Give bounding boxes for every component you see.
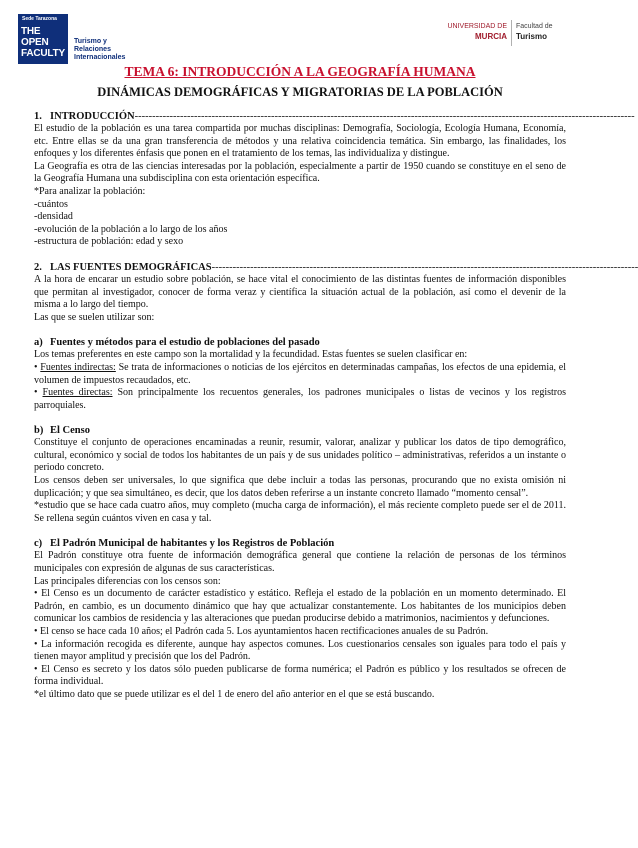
faculty-line1: Facultad de <box>516 23 553 30</box>
list-item: -cuántos <box>34 198 68 210</box>
bullet-text: Se trata de informaciones o noticias de los ejércitos en determinadas campañas, los efectos de una epidemia, el volumen de impuestos recaudados, etc. <box>34 361 567 386</box>
paragraph: *Para analizar la población: <box>34 185 146 197</box>
open-faculty-logo <box>18 14 68 64</box>
section-number: 1. <box>34 111 42 122</box>
subsection-letter: a) <box>34 337 43 349</box>
subsection-letter: c) <box>34 538 43 550</box>
list-item: -estructura de población: edad y sexo <box>34 236 184 248</box>
list-item: -evolución de la población a lo largo de los años <box>34 223 228 235</box>
paragraph: Los censos deben ser universales, lo que significa que debe incluir a todas las personas, procurando que no exista omisión ni duplicación; y que sea simultáneo, es decir, que los datos deben referirse a un instante concreto llamado “momento censal”. <box>34 475 566 499</box>
paragraph: *estudio que se hace cada cuatro años, muy completo (mucha carga de información), el más reciente completo puede ser el de 2011. Se rellena según cuántos viven en casa y tal. <box>34 500 566 524</box>
section-rule: ----------------------------------------------------------------------------------------------------------------------------------------------- <box>134 111 635 122</box>
paragraph: Las que se suelen utilizar son: <box>34 311 155 323</box>
paragraph: *el último dato que se puede utilizar es el del 1 de enero del año anterior en el que se está buscando. <box>34 688 435 700</box>
bullet-icon: • <box>34 361 38 373</box>
bullet-text: El Censo es un documento de carácter estadístico y estático. Refleja el estado de la población en un momento determinado. El Padrón, en cambio, es un documento dinámico que hay que actualizar constantemente. Los habitantes de los municipios deben comunicar los cambios de residencia y las alteraciones que puedan producirse debido a matrimonios, nacimientos y defunciones. <box>34 588 567 625</box>
section-number: 2. <box>34 261 42 273</box>
paragraph: Las principales diferencias con los censos son: <box>34 575 221 587</box>
bullet-item <box>34 387 566 412</box>
university-logo <box>440 22 507 42</box>
faculty-line2: Turismo <box>516 32 547 41</box>
section-title: INTRODUCCIÓN <box>50 111 135 122</box>
bullet-text: Son principalmente los recuentos generales, los padrones municipales o listas de vecinos y los registros parroquiales. <box>34 387 567 411</box>
university-line1: UNIVERSIDAD DE <box>447 23 507 30</box>
bullet-icon: • <box>34 663 38 675</box>
logo-subtitle: Turismo y Relaciones Internacionales <box>74 38 126 61</box>
subsection-title: Fuentes y métodos para el estudio de poblaciones del pasado <box>50 337 320 349</box>
paragraph: A la hora de encarar un estudio sobre población, se hace vital el conocimiento de las distintas fuentes de información disponibles que permitan al investigador, conocer de forma veraz y científica la situación actual de la población, así como el devenir de la misma a lo largo del tiempo. <box>34 273 566 311</box>
bullet-icon: • <box>34 638 38 650</box>
subsection-title: El Padrón Municipal de habitantes y los Registros de Población <box>50 538 335 550</box>
list-item: -densidad <box>34 211 73 223</box>
bullet-icon: • <box>34 626 38 637</box>
faculty-logo <box>516 22 553 42</box>
bullet-icon: • <box>34 387 38 399</box>
logo-divider <box>511 20 512 46</box>
section-rule: -------------------------------------------------------------------------------------------------------------------------- <box>211 261 638 273</box>
subsection-title: El Censo <box>50 425 90 437</box>
document-body <box>34 64 638 702</box>
bullet-item <box>34 664 566 689</box>
paragraph: Los temas preferentes en este campo son la mortalidad y la fecundidad. Estas fuentes se suelen clasificar en: <box>34 349 468 361</box>
bullet-item <box>34 362 566 387</box>
section-title: LAS FUENTES DEMOGRÁFICAS <box>50 261 212 273</box>
paragraph: La Geografía es otra de las ciencias interesadas por la población, especialmente a partir de 1950 cuando se constituye en el seno de la Geografía Humana una subdisciplina con esta orientación específica. <box>34 160 566 185</box>
bullet-label: Fuentes indirectas: <box>40 361 116 373</box>
bullet-text: La información recogida es diferente, aunque hay aspectos comunes. Los cuestionarios censales son iguales para todo el país y tienen mayor amplitud y precisión que los del Padrón. <box>34 638 566 663</box>
bullet-label: Fuentes directas: <box>42 387 113 399</box>
section-heading-fuentes <box>34 261 638 274</box>
logo-small-text: Sede Tarazona <box>22 16 57 22</box>
subsection-heading-c <box>34 537 566 550</box>
paragraph: El estudio de la población es una tarea compartida por muchas disciplinas: Demografía, Sociología, Ecología Humana, Economía, etc. Entre ellas se da una gran transferencia de métodos y una relativa coincidencia temática. Sin embargo, las finalidades, los enfoques y los diferentes énfasis que ponen en el tratamiento de los temas, las individualiza y distingue. <box>34 123 566 160</box>
subsection-heading-a <box>34 336 566 349</box>
bullet-item <box>34 626 566 639</box>
paragraph: El Padrón constituye otra fuente de información demográfica general que contiene la relación de personas de los términos municipales con expresión de algunas de sus características. <box>34 550 566 575</box>
bullet-icon: • <box>34 588 38 600</box>
bullet-item <box>34 639 566 664</box>
bullet-text: El censo se hace cada 10 años; el Padrón cada 5. Los ayuntamientos hacen rectificaciones anuales de su Padrón. <box>40 626 489 637</box>
paragraph: Constituye el conjunto de operaciones encaminadas a reunir, resumir, valorar, analizar y publicar los datos de tipo demográfico, cultural, económico y social de todos los habitantes de un país y de sus unidades político – administrativas, referidos a un instante o periodo concreto. <box>34 437 566 474</box>
bullet-text: El Censo es secreto y los datos sólo pueden publicarse de forma numérica; el Padrón es público y los resultados se ofrecen de forma individual. <box>34 663 566 688</box>
bullet-item <box>34 588 566 626</box>
section-heading-introduccion <box>34 110 635 123</box>
subsection-heading-b <box>34 424 566 437</box>
university-line2: MURCIA <box>475 32 507 41</box>
subsection-letter: b) <box>34 425 44 437</box>
page-title: TEMA 6: INTRODUCCIÓN A LA GEOGRAFÍA HUMANA <box>124 64 476 79</box>
page-subtitle: DINÁMICAS DEMOGRÁFICAS Y MIGRATORIAS DE LA POBLACIÓN <box>97 85 503 99</box>
logo-name: THE OPEN FACULTY <box>21 26 65 59</box>
